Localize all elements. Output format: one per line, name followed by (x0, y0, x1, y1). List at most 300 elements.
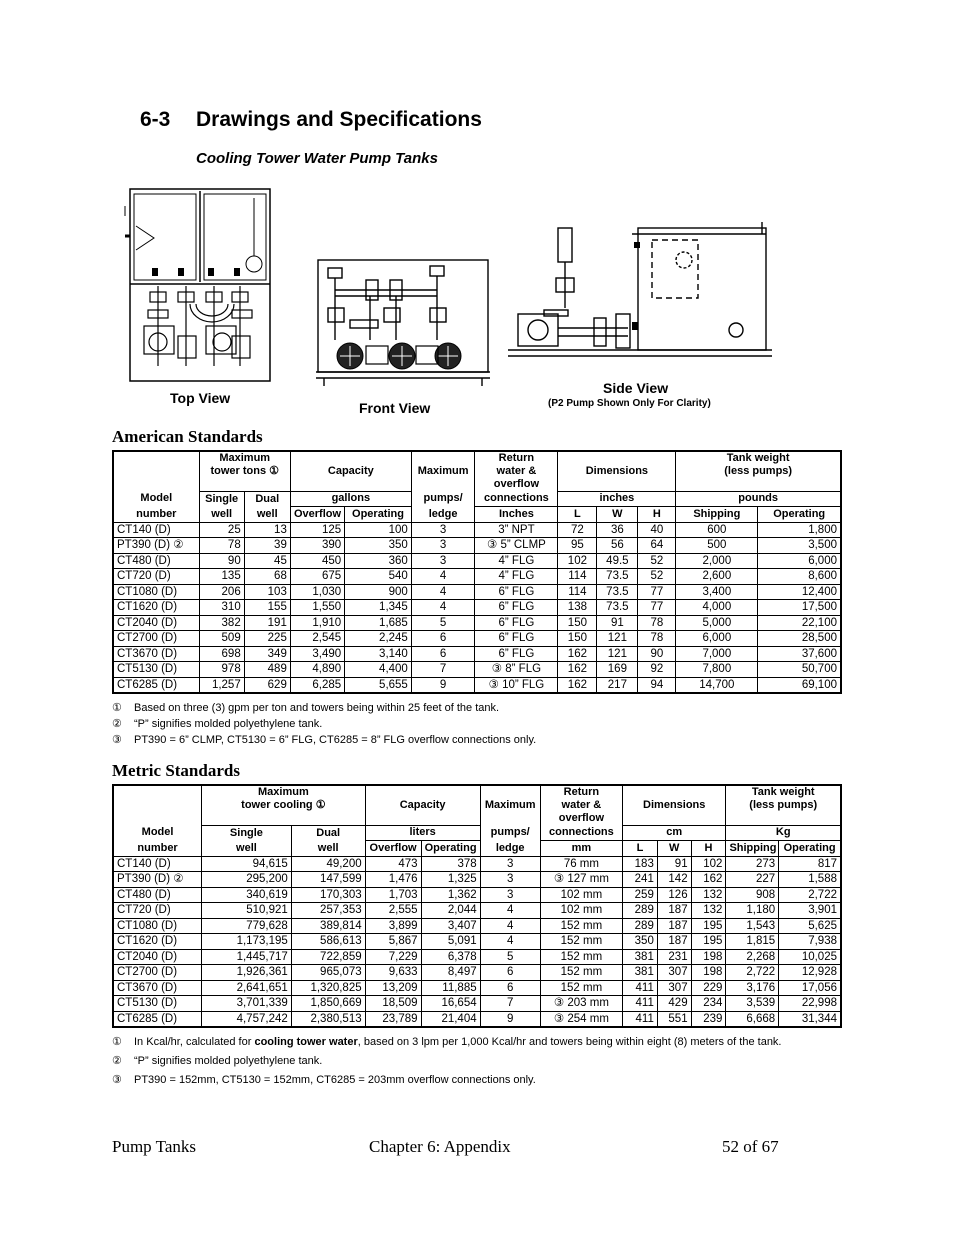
table-cell: CT1080 (D) (113, 584, 199, 600)
table-cell: 114 (558, 584, 597, 600)
table-cell: 2,641,651 (202, 980, 292, 996)
table-cell: 114 (558, 569, 597, 585)
table-row (113, 872, 841, 888)
header-dimensions: Dimensions (643, 798, 706, 811)
table-cell: 675 (290, 569, 344, 585)
header-less-pumps: (less pumps) (749, 799, 818, 811)
table-cell: 138 (558, 600, 597, 616)
section-number: 6-3 (140, 108, 171, 131)
table-cell: 3,701,339 (202, 996, 292, 1012)
metric-notes (112, 1036, 847, 1090)
header-ledge: ledge (495, 841, 525, 854)
table-cell: CT720 (D) (113, 569, 199, 585)
table-cell: 4 (480, 918, 540, 934)
section-heading (140, 108, 482, 132)
table-cell: 77 (638, 584, 676, 600)
table-cell: 77 (638, 600, 676, 616)
table-cell: 2,268 (726, 949, 779, 965)
table-cell: 56 (597, 538, 638, 554)
table-cell: 73.5 (597, 584, 638, 600)
header-overflow-col: Overflow (369, 841, 417, 854)
table-cell: 509 (199, 631, 244, 647)
table-cell: 227 (726, 872, 779, 888)
header-tank-weight: Tank weight (726, 452, 790, 464)
table-cell: 411 (623, 996, 658, 1012)
note-3 (112, 1074, 847, 1087)
table-cell: 225 (244, 631, 290, 647)
header-conn-units: Inches (498, 507, 534, 520)
table-cell: 3 (411, 538, 475, 554)
table-cell: 1,588 (779, 872, 841, 888)
table-cell: 779,628 (202, 918, 292, 934)
table-cell: CT6285 (D) (113, 1011, 202, 1027)
table-cell: 257,353 (291, 903, 365, 919)
table-cell: 600 (676, 522, 758, 538)
table-cell: 4 (480, 903, 540, 919)
table-row (113, 522, 841, 538)
table-cell: 78 (638, 615, 676, 631)
table-cell: 5,867 (365, 934, 421, 950)
header-water: water & (496, 465, 537, 477)
table-cell: 152 mm (540, 980, 622, 996)
header-length: L (636, 841, 644, 854)
table-cell: 3 (411, 553, 475, 569)
table-cell: 92 (638, 662, 676, 678)
table-cell: 349 (244, 646, 290, 662)
table-cell: CT2040 (D) (113, 949, 202, 965)
note-text: PT390 = 152mm, CT5130 = 152mm, CT6285 = 203mm overflow connections only. (134, 1074, 536, 1086)
table-cell: 73.5 (597, 569, 638, 585)
table-cell: 817 (779, 856, 841, 872)
header-overflow: overflow (493, 478, 540, 490)
table-cell: 25 (199, 522, 244, 538)
header-well: well (317, 841, 339, 854)
table-cell: 307 (657, 980, 691, 996)
table-cell: 22,998 (779, 996, 841, 1012)
header-operating-weight: Operating (773, 507, 826, 520)
front-view-drawing (310, 250, 494, 390)
table-cell: 273 (726, 856, 779, 872)
table-cell: 50,700 (758, 662, 841, 678)
table-row (113, 887, 841, 903)
header-height: H (704, 841, 713, 854)
note-text: , based on 3 lpm per 1,000 Kcal/hr and towers being within eight (8) meters of the tank. (357, 1036, 782, 1048)
table-header-row (113, 841, 841, 857)
table-cell: 5,655 (345, 677, 412, 693)
table-cell: 231 (657, 949, 691, 965)
table-cell: 629 (244, 677, 290, 693)
header-units: liters (409, 826, 436, 839)
header-operating-weight: Operating (783, 841, 836, 854)
table-cell: 78 (638, 631, 676, 647)
table-cell: 390 (290, 538, 344, 554)
note-marker: ② (112, 718, 122, 730)
table-cell: 1,815 (726, 934, 779, 950)
table-cell: 6” FLG (475, 615, 558, 631)
table-row (113, 553, 841, 569)
table-cell: 6” FLG (475, 646, 558, 662)
table-row (113, 569, 841, 585)
table-cell: 13 (244, 522, 290, 538)
note-text: PT390 = 6” CLMP, CT5130 = 6” FLG, CT6285 = 8” FLG overflow connections only. (134, 734, 537, 746)
table-cell: 198 (691, 965, 726, 981)
table-row (113, 662, 841, 678)
table-cell: 191 (244, 615, 290, 631)
table-cell: 381 (623, 949, 658, 965)
table-cell: 3,901 (779, 903, 841, 919)
top-view-drawing (122, 186, 274, 384)
metric-standards-table (112, 784, 842, 1028)
american-standards-heading: American Standards (112, 427, 263, 446)
note-text: “P” signifies molded polyethylene tank. (134, 1055, 323, 1067)
header-units: gallons (331, 492, 371, 505)
table-cell: 1,850,669 (291, 996, 365, 1012)
table-cell: 3 (480, 856, 540, 872)
table-cell: 152 mm (540, 934, 622, 950)
table-cell: 72 (558, 522, 597, 538)
table-cell: 289 (623, 918, 658, 934)
table-row (113, 918, 841, 934)
note-1 (112, 702, 847, 715)
table-cell: 206 (199, 584, 244, 600)
note-marker: ② (112, 1055, 122, 1067)
table-cell: 1,685 (345, 615, 412, 631)
table-cell: 17,500 (758, 600, 841, 616)
table-header-row (113, 491, 841, 507)
header-number: number (136, 507, 177, 520)
table-cell: 6” FLG (475, 584, 558, 600)
table-row (113, 903, 841, 919)
table-cell: 4 (411, 600, 475, 616)
header-overflow: overflow (558, 812, 604, 824)
table-cell: 18,509 (365, 996, 421, 1012)
table-cell: 9,633 (365, 965, 421, 981)
table-cell: 52 (638, 553, 676, 569)
table-cell: 6 (411, 631, 475, 647)
header-shipping: Shipping (693, 507, 741, 520)
header-length: L (574, 507, 581, 520)
note-text: In Kcal/hr, calculated for (134, 1036, 255, 1048)
table-cell: 132 (691, 903, 726, 919)
table-cell: 2,722 (779, 887, 841, 903)
note-marker: ③ (112, 734, 122, 746)
table-cell: 6” FLG (475, 631, 558, 647)
table-cell: 3,176 (726, 980, 779, 996)
table-cell: 350 (623, 934, 658, 950)
table-cell: 381 (623, 965, 658, 981)
header-conn-units: mm (571, 841, 592, 854)
table-cell: 4,757,242 (202, 1011, 292, 1027)
header-maximum: Maximum (417, 465, 469, 477)
page-subtitle: Cooling Tower Water Pump Tanks (196, 150, 438, 167)
table-cell: 500 (676, 538, 758, 554)
table-row (113, 631, 841, 647)
table-cell: 17,056 (779, 980, 841, 996)
table-cell: 9 (411, 677, 475, 693)
table-cell: ③ 8” FLG (475, 662, 558, 678)
table-cell: 489 (244, 662, 290, 678)
table-cell: 198 (691, 949, 726, 965)
table-cell: 73.5 (597, 600, 638, 616)
table-cell: 4 (411, 569, 475, 585)
header-pumps: pumps/ (490, 826, 530, 839)
table-cell: 2,044 (421, 903, 480, 919)
table-cell: 2,545 (290, 631, 344, 647)
metric-standards-heading: Metric Standards (112, 761, 240, 780)
table-cell: 3,500 (758, 538, 841, 554)
table-row (113, 965, 841, 981)
table-cell: ③ 127 mm (540, 872, 622, 888)
header-overflow-col: Overflow (293, 507, 342, 520)
table-cell: 152 mm (540, 965, 622, 981)
table-cell: 3 (480, 887, 540, 903)
header-well: well (256, 507, 278, 520)
table-cell: 1,703 (365, 887, 421, 903)
note-3 (112, 734, 847, 747)
table-cell: 150 (558, 631, 597, 647)
table-cell: 6,000 (758, 553, 841, 569)
header-single: Single (229, 826, 263, 839)
table-row (113, 1011, 841, 1027)
table-cell: 36 (597, 522, 638, 538)
header-model: Model (141, 826, 174, 839)
table-cell: 1,800 (758, 522, 841, 538)
table-cell: 4,000 (676, 600, 758, 616)
table-cell: 102 (558, 553, 597, 569)
table-cell: 217 (597, 677, 638, 693)
table-cell: CT2700 (D) (113, 631, 199, 647)
header-single: Single (205, 492, 239, 505)
table-cell: 147,599 (291, 872, 365, 888)
table-cell: 1,476 (365, 872, 421, 888)
table-cell: 229 (691, 980, 726, 996)
table-cell: 6,000 (676, 631, 758, 647)
table-cell: 1,445,717 (202, 949, 292, 965)
table-cell: 7,800 (676, 662, 758, 678)
header-dual: Dual (316, 826, 341, 839)
table-cell: ③ 10” FLG (475, 677, 558, 693)
footer-right: 52 of 67 (722, 1137, 779, 1156)
american-standards-table (112, 450, 842, 694)
table-cell: CT5130 (D) (113, 996, 202, 1012)
table-cell: 1,543 (726, 918, 779, 934)
header-tower: tower tons ① (210, 465, 279, 477)
header-weight-units: Kg (775, 826, 791, 839)
table-cell: 91 (597, 615, 638, 631)
table-cell: 12,928 (779, 965, 841, 981)
header-max: Maximum (219, 452, 271, 464)
table-cell: 126 (657, 887, 691, 903)
table-cell: 152 mm (540, 949, 622, 965)
table-row (113, 615, 841, 631)
table-cell: 540 (345, 569, 412, 585)
table-row (113, 949, 841, 965)
table-cell: 31,344 (779, 1011, 841, 1027)
table-cell: 125 (290, 522, 344, 538)
table-cell: 4” FLG (475, 553, 558, 569)
table-cell: 45 (244, 553, 290, 569)
table-cell: CT2700 (D) (113, 965, 202, 981)
table-cell: 1,173,195 (202, 934, 292, 950)
table-cell: 9 (480, 1011, 540, 1027)
table-cell: CT1080 (D) (113, 918, 202, 934)
table-cell: 310 (199, 600, 244, 616)
table-row (113, 677, 841, 693)
table-header-row (113, 507, 841, 523)
table-cell: 5 (411, 615, 475, 631)
table-cell: CT1620 (D) (113, 600, 199, 616)
header-operating-col: Operating (424, 841, 477, 854)
table-cell: 3,407 (421, 918, 480, 934)
note-marker: ① (112, 702, 122, 714)
table-cell: 22,100 (758, 615, 841, 631)
table-cell: 68 (244, 569, 290, 585)
table-cell: 411 (623, 980, 658, 996)
table-cell: 49,200 (291, 856, 365, 872)
table-cell: 76 mm (540, 856, 622, 872)
side-view-caption: Side View (603, 380, 669, 396)
table-cell: 162 (558, 677, 597, 693)
table-cell: 4 (411, 584, 475, 600)
table-cell: 978 (199, 662, 244, 678)
table-row (113, 996, 841, 1012)
table-cell: 389,814 (291, 918, 365, 934)
table-header-row (113, 825, 841, 841)
table-cell: 135 (199, 569, 244, 585)
table-cell: 100 (345, 522, 412, 538)
table-cell: 3 (411, 522, 475, 538)
header-tank-weight: Tank weight (751, 786, 815, 798)
table-cell: 3,539 (726, 996, 779, 1012)
table-header-row (113, 451, 841, 491)
table-cell: 6 (411, 646, 475, 662)
header-capacity: Capacity (399, 798, 446, 811)
note-1 (112, 1036, 847, 1049)
header-ledge: ledge (428, 507, 458, 520)
table-row (113, 934, 841, 950)
table-cell: 37,600 (758, 646, 841, 662)
header-well: well (236, 841, 257, 854)
table-cell: 5,000 (676, 615, 758, 631)
american-notes (112, 702, 847, 750)
header-well: well (211, 507, 233, 520)
table-cell: 23,789 (365, 1011, 421, 1027)
table-cell: 162 (558, 662, 597, 678)
table-cell: 142 (657, 872, 691, 888)
table-cell: 5,091 (421, 934, 480, 950)
table-cell: CT3670 (D) (113, 646, 199, 662)
table-cell: 382 (199, 615, 244, 631)
table-cell: 2,245 (345, 631, 412, 647)
table-cell: 259 (623, 887, 658, 903)
table-cell: 69,100 (758, 677, 841, 693)
table-cell: 4,400 (345, 662, 412, 678)
table-row (113, 856, 841, 872)
table-cell: 94,615 (202, 856, 292, 872)
table-cell: 187 (657, 918, 691, 934)
table-cell: CT6285 (D) (113, 677, 199, 693)
table-cell: 11,885 (421, 980, 480, 996)
table-header-row (113, 785, 841, 825)
side-view-drawing (504, 218, 776, 368)
table-cell: 6” FLG (475, 600, 558, 616)
table-cell: 7,000 (676, 646, 758, 662)
table-cell: 103 (244, 584, 290, 600)
table-cell: CT2040 (D) (113, 615, 199, 631)
table-cell: 307 (657, 965, 691, 981)
header-dim-units: inches (599, 492, 635, 505)
header-max: Maximum (257, 786, 309, 798)
table-cell: 102 mm (540, 903, 622, 919)
table-cell: 5,625 (779, 918, 841, 934)
table-cell: 551 (657, 1011, 691, 1027)
header-connections: connections (484, 492, 549, 504)
table-cell: 78 (199, 538, 244, 554)
table-cell: 340,619 (202, 887, 292, 903)
table-cell: 16,654 (421, 996, 480, 1012)
table-cell: 965,073 (291, 965, 365, 981)
table-cell: 4 (480, 934, 540, 950)
header-operating-col: Operating (352, 507, 404, 520)
table-cell: 52 (638, 569, 676, 585)
table-cell: 2,380,513 (291, 1011, 365, 1027)
table-cell: 8,497 (421, 965, 480, 981)
table-cell: 49.5 (597, 553, 638, 569)
footer-center: Chapter 6: Appendix (369, 1137, 511, 1156)
table-cell: 7,938 (779, 934, 841, 950)
table-cell: 150 (558, 615, 597, 631)
note-2 (112, 718, 847, 731)
table-cell: 187 (657, 934, 691, 950)
table-cell: 13,209 (365, 980, 421, 996)
header-dim-units: cm (666, 826, 683, 839)
table-cell: 1,926,361 (202, 965, 292, 981)
header-water: water & (561, 799, 602, 811)
note-bold-text: cooling tower water (254, 1036, 358, 1048)
table-cell: 3,400 (676, 584, 758, 600)
table-cell: 64 (638, 538, 676, 554)
table-cell: 169 (597, 662, 638, 678)
table-cell: CT140 (D) (113, 856, 202, 872)
table-cell: 4,890 (290, 662, 344, 678)
header-model: Model (140, 492, 173, 505)
table-row (113, 584, 841, 600)
table-cell: 162 (558, 646, 597, 662)
table-cell: 40 (638, 522, 676, 538)
table-cell: CT1620 (D) (113, 934, 202, 950)
table-cell: 102 mm (540, 887, 622, 903)
table-cell: 411 (623, 1011, 658, 1027)
header-connections: connections (548, 826, 614, 838)
table-cell: 6,285 (290, 677, 344, 693)
side-view-note: (P2 Pump Shown Only For Clarity) (548, 398, 711, 409)
table-cell: 90 (638, 646, 676, 662)
table-cell: 722,859 (291, 949, 365, 965)
note-marker: ① (112, 1036, 122, 1048)
table-cell: 170,303 (291, 887, 365, 903)
note-marker: ③ (112, 1074, 122, 1086)
table-cell: 2,600 (676, 569, 758, 585)
table-cell: 4” FLG (475, 569, 558, 585)
header-dual: Dual (255, 492, 280, 505)
table-cell: 7 (411, 662, 475, 678)
table-row (113, 538, 841, 554)
table-cell: 3,899 (365, 918, 421, 934)
front-view-caption: Front View (359, 400, 431, 416)
table-cell: 95 (558, 538, 597, 554)
table-cell: 241 (623, 872, 658, 888)
table-cell: 8,600 (758, 569, 841, 585)
